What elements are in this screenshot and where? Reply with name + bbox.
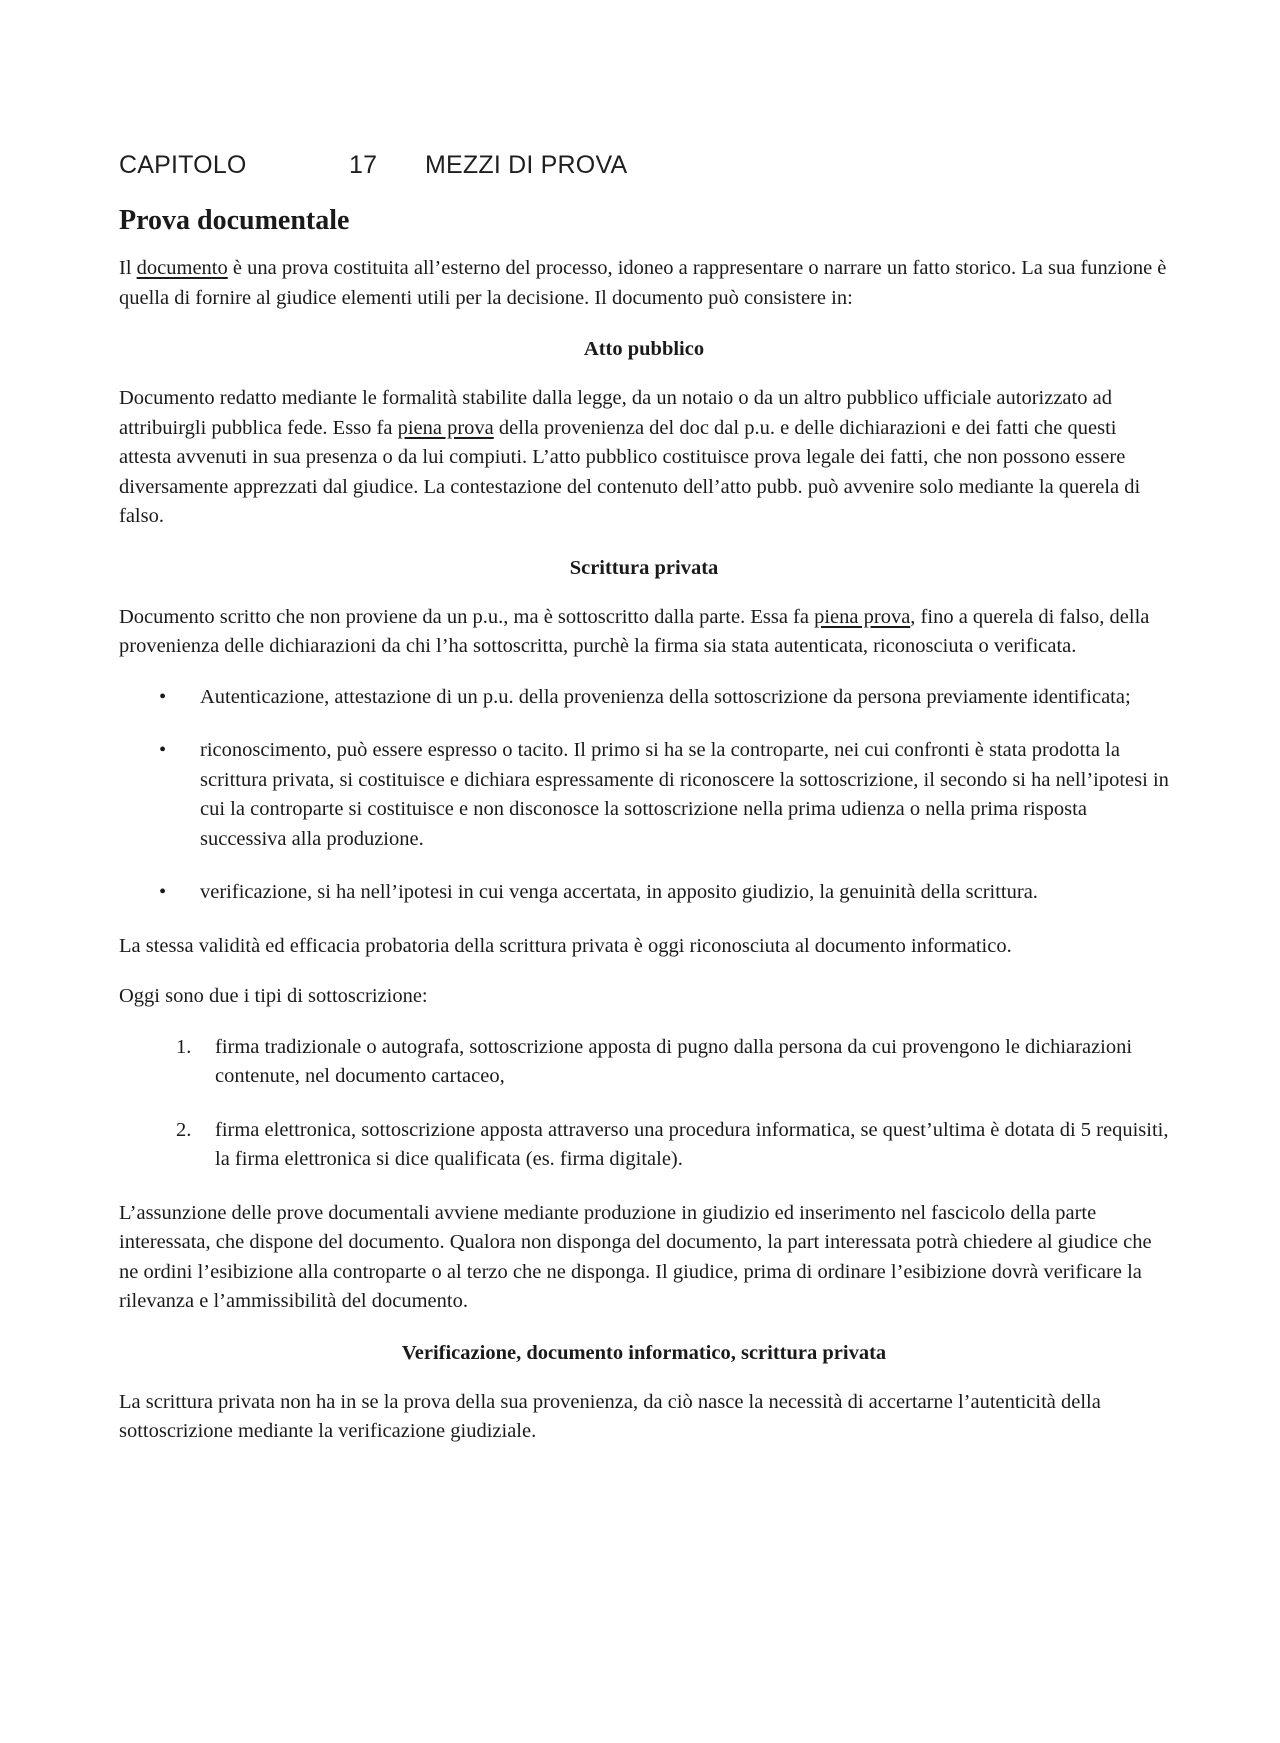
list-item [119,736,1169,854]
list-item [119,683,1169,713]
bullet-list [119,683,1169,908]
section-title: Prova documentale [119,205,350,236]
chapter-number: 17 [349,151,378,179]
atto-pubblico-heading: Atto pubblico [583,338,705,360]
list-item [119,1033,1169,1092]
piena-prova-term: piena prova [397,416,494,439]
list-item-text: Autenticazione, attestazione di un p.u. della provenienza della sottoscrizione da persona previamente identificata; [200,685,1131,708]
numbered-list [119,1033,1169,1175]
list-item-text: verificazione, si ha nell’ipotesi in cui venga accertata, in apposito giudizio, la genuinità della scrittura. [200,881,1038,903]
atto-text-end: della provenienza del doc dal p.u. e delle dichiarazioni e dei fatti che questi attesta avvenuti in sua presenza o da lui compiuti. L’atto pubblico costituisce prova legale dei fatti, che non possono essere diversamente apprezzati dal giudice. La contestazione del contenuto dell’atto pubb. può avvenire solo mediante la querela di falso. [119,416,1141,527]
intro-paragraph [119,254,1169,313]
bullet-icon: • [159,685,167,708]
chapter-title: MEZZI DI PROVA [425,151,628,179]
scrittura-privata-heading: Scrittura privata [569,556,719,579]
scrittura-text-start: Documento scritto che non proviene da un p.u., ma è sottoscritto dalla parte. Essa fa [119,605,815,628]
atto-text-start: Documento redatto mediante le formalità stabilite dalla legge, da un notaio o da un altro pubblico ufficiale autorizzato ad attribuirgli pubblica fede. Esso fa [119,387,1112,439]
document-page [119,148,1169,1468]
list-item [119,878,1169,908]
documento-informatico-paragraph: La stessa validità ed efficacia probatoria della scrittura privata è oggi riconosciuta al documento informatico. [119,934,1012,957]
atto-pubblico-paragraph [119,384,1169,532]
piena-prova-term-2: piena prova [814,605,911,628]
assunzione-paragraph: L’assunzione delle prove documentali avviene mediante produzione in giudizio ed inserimento nel fascicolo della parte interessata, che dispone del documento. Qualora non disponga del documento, la part interessata potrà chiedere al giudice che ne ordini l’esibizione alla controparte o al terzo che ne disponga. Il giudice, prima di ordinare l’esibizione dovrà verificare la rilevanza e l’ammissibilità del documento. [119,1201,1152,1312]
verificazione-paragraph: La scrittura privata non ha in se la prova della sua provenienza, da ciò nasce la necessità di accertarne l’autenticità della sottoscrizione mediante la verificazione giudiziale. [119,1390,1101,1442]
scrittura-text-end: , fino a querela di falso, della provenienza delle dichiarazioni da chi l’ha sottoscritta, purchè la firma sia stata autenticata, riconosciuta o verificata. [119,605,1150,657]
list-number: 1. [176,1035,192,1058]
chapter-word: CAPITOLO [119,151,247,179]
list-item-text: firma tradizionale o autografa, sottoscrizione apposta di pugno dalla persona da cui provengono le dichiarazioni contenute, nel documento cartaceo, [215,1035,1133,1087]
list-item [119,1116,1169,1175]
scrittura-privata-paragraph [119,603,1169,662]
verificazione-heading: Verificazione, documento informatico, scrittura privata [401,1341,887,1364]
types-intro-paragraph: Oggi sono due i tipi di sottoscrizione: [119,985,428,1007]
intro-text-start: Il [119,257,137,279]
list-item-text: riconoscimento, può essere espresso o tacito. Il primo si ha se la controparte, nei cui confronti è stata prodotta la scrittura privata, si costituisce e dichiara espressamente di riconoscere la sottoscrizione, il secondo si ha nell’ipotesi in cui la controparte si costituisce e non disconosce la sottoscrizione nella prima udienza o nella prima risposta successiva alla produzione. [200,739,1169,850]
intro-text-end: è una prova costituita all’esterno del processo, idoneo a rappresentare o narrare un fatto storico. La sua funzione è quella di fornire al giudice elementi utili per la decisione. Il documento può consistere in: [119,257,1167,309]
list-item-text: firma elettronica, sottoscrizione apposta attraverso una procedura informatica, se quest’ultima è dotata di 5 requisiti, la firma elettronica si dice qualificata (es. firma digitale). [215,1118,1169,1170]
list-number: 2. [176,1118,192,1141]
bullet-icon: • [159,881,167,903]
documento-term: documento [136,257,228,279]
bullet-icon: • [159,739,167,761]
chapter-header [119,148,1169,182]
